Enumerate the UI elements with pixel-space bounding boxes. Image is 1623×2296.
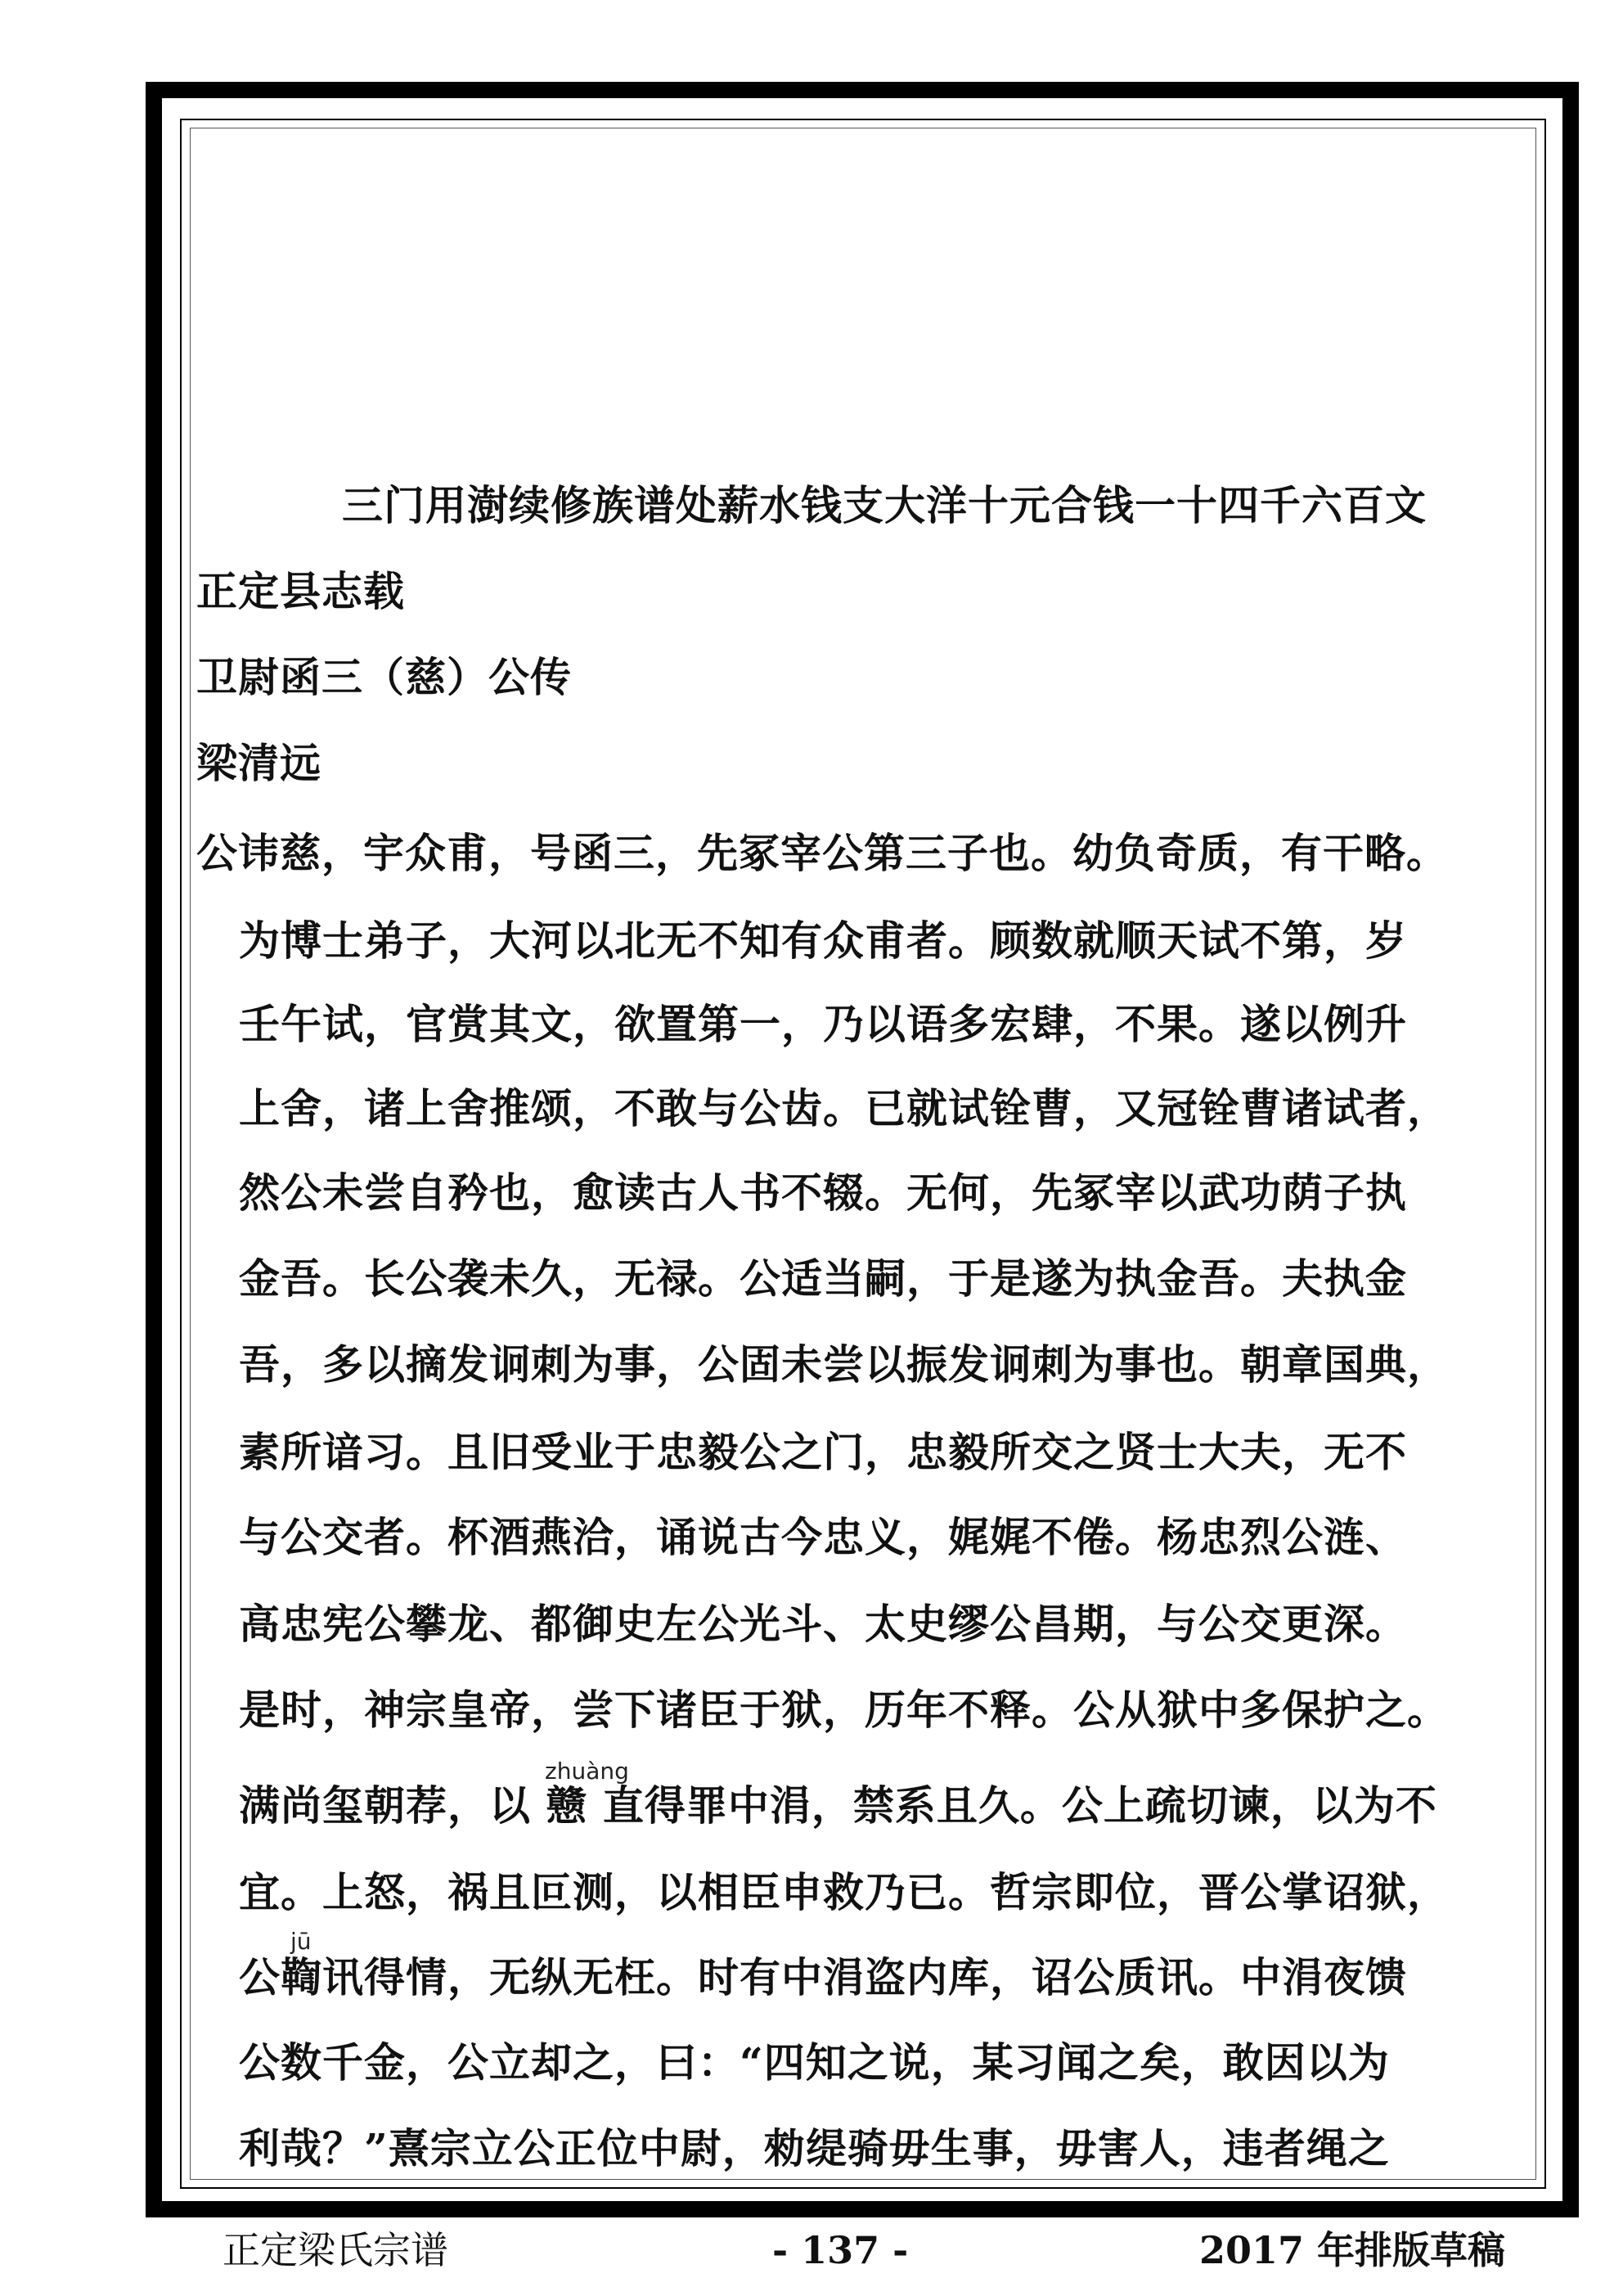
body-line-6: 金吾。长公袭未久，无禄。公适当嗣，于是遂为执金吾。夫执金 bbox=[239, 1254, 1407, 1303]
body-line-5: 然公未尝自矜也，愈读古人书不辍。无何，先冢宰以武功荫子执 bbox=[239, 1168, 1407, 1217]
body-line-9: 与公交者。杯酒燕洽，诵说古今忠义，娓娓不倦。杨忠烈公涟、 bbox=[239, 1513, 1407, 1561]
body-line-8: 素所谙习。且旧受业于忠毅公之门，忠毅所交之贤士大夫，无不 bbox=[239, 1428, 1407, 1476]
footer-book-title: 正定梁氏宗谱 bbox=[223, 2228, 448, 2272]
ruby-zhuang: zhuàng bbox=[545, 1758, 629, 1785]
body-line-16: 利哉？”熹宗立公正位中尉，勑缇骑毋生事，毋害人，违者绳之 bbox=[239, 2124, 1390, 2172]
text-line-expense: 三门用澍续修族谱处薪水钱支大洋十元合钱一十四千六百文 bbox=[342, 481, 1427, 529]
biography-title: 卫尉函三（慈）公传 bbox=[196, 653, 572, 701]
ruby-ju: jū bbox=[290, 1928, 312, 1955]
body-line-15: 公数千金，公立却之，曰：“四知之说，某习闻之矣，敢因以为 bbox=[239, 2038, 1390, 2087]
footer-page-number: - 137 - bbox=[772, 2228, 909, 2272]
body-line-14: 公鞫讯得情，无纵无枉。时有中涓盗内库，诏公质讯。中涓夜馈 bbox=[239, 1953, 1407, 2001]
body-line-10: 高忠宪公攀龙、都御史左公光斗、太史缪公昌期，与公交更深。 bbox=[239, 1600, 1407, 1648]
body-line-2: 为博士弟子，大河以北无不知有众甫者。顾数就顺天试不第，岁 bbox=[239, 916, 1407, 965]
author-name: 梁清远 bbox=[196, 739, 321, 787]
body-line-4: 上舍，诸上舍推颂，不敢与公齿。已就试铨曹，又冠铨曹诸试者， bbox=[239, 1084, 1449, 1132]
body-line-11: 是时，神宗皇帝，尝下诸臣于狱，历年不释。公从狱中多保护之。 bbox=[239, 1686, 1449, 1734]
body-line-7: 吾，多以摘发诇刺为事，公固未尝以振发诇刺为事也。朝章国典， bbox=[239, 1340, 1449, 1389]
text-line-source: 正定县志载 bbox=[196, 567, 405, 615]
body-line-1: 公讳慈，宇众甫，号函三，先冢宰公第三子也。幼负奇质，有干略。 bbox=[196, 829, 1448, 877]
body-line-12: 满尚玺朝荐，以 戆 直得罪中涓，禁系且久。公上疏切谏，以为不 bbox=[239, 1781, 1437, 1830]
footer-draft-note: 2017 年排版草稿 bbox=[1199, 2228, 1506, 2272]
body-line-13: 宜。上怒，祸且叵测，以相臣申救乃已。哲宗即位，晋公掌诏狱， bbox=[239, 1868, 1449, 1916]
body-line-3: 壬午试，官赏其文，欲置第一，乃以语多宏肆，不果。遂以例升 bbox=[239, 1000, 1407, 1048]
